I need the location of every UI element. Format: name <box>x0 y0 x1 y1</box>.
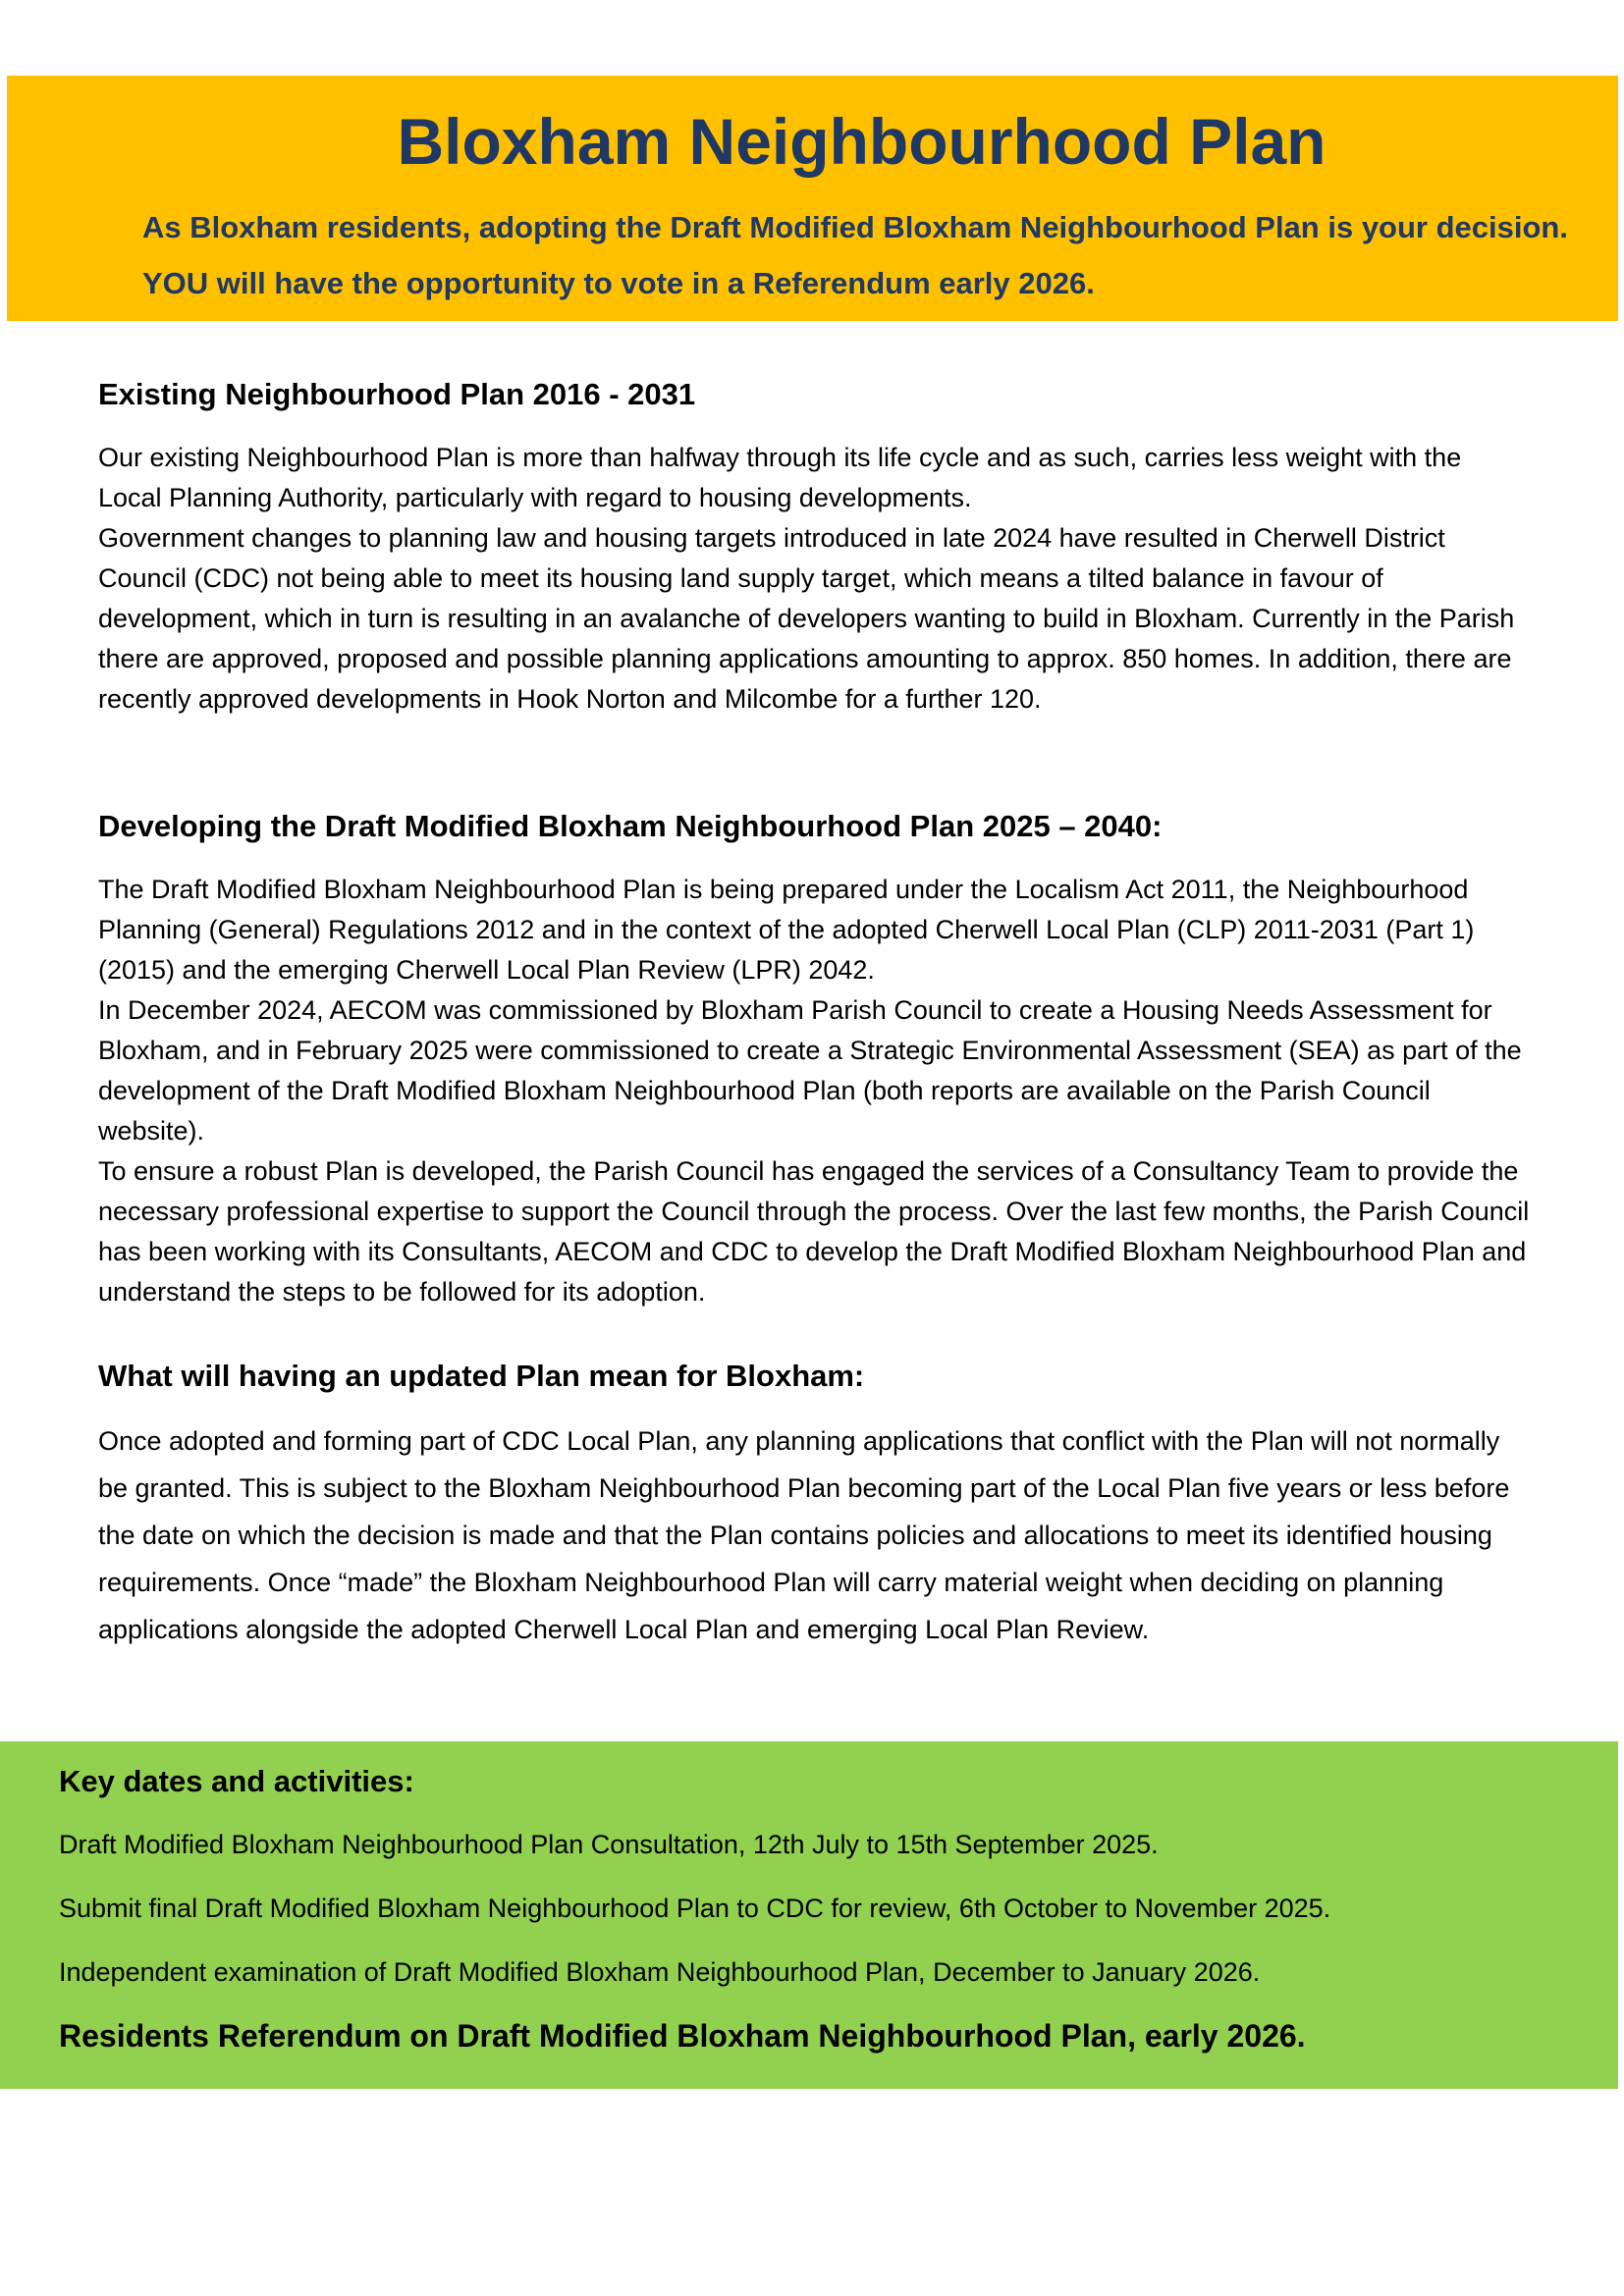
referendum-statement: Residents Referendum on Draft Modified Bloxham Neighbourhood Plan, early 2026. <box>59 2018 1306 2055</box>
key-dates-box <box>0 1741 1618 2089</box>
updated-plan-heading: What will having an updated Plan mean for Bloxham: <box>98 1359 865 1393</box>
developing-plan-section <box>98 808 1532 1312</box>
updated-plan-section <box>98 1358 1532 1653</box>
developing-plan-paragraph-1: The Draft Modified Bloxham Neighbourhood Plan is being prepared under the Localism Act 2011, the Neighbourhood Planning (General) Regulations 2012 and in the context of the adopted Cherwell Local Plan (CLP) 2011-2031 (Part 1) (2015) and the emerging Cherwell Local Plan Review (LPR) 2042. <box>98 875 1475 986</box>
key-date-item: Draft Modified Bloxham Neighbourhood Plan Consultation, 12th July to 15th September 2025. <box>59 1830 1159 1860</box>
existing-plan-section <box>98 376 1532 720</box>
page-title: Bloxham Neighbourhood Plan <box>397 105 1326 178</box>
updated-plan-paragraph: Once adopted and forming part of CDC Local Plan, any planning applications that conflict with the Plan will not normally be granted. This is subject to the Bloxham Neighbourhood Plan becoming part of the Local Plan five years or less before the date on which the decision is made and that the Plan contains policies and allocations to meet its identified housing requirements. Once “made” the Bloxham Neighbourhood Plan will carry material weight when deciding on planning applications alongside the adopted Cherwell Local Plan and emerging Local Plan Review. <box>98 1426 1510 1645</box>
developing-plan-heading: Developing the Draft Modified Bloxham Neighbourhood Plan 2025 – 2040: <box>98 809 1163 843</box>
existing-plan-paragraph-2: Government changes to planning law and housing targets introduced in late 2024 have resulted in Cherwell District Council (CDC) not being able to meet its housing land supply target, which means a tilted balance in favour of development, which in turn is resulting in an avalanche of developers wanting to build in Bloxham. Currently in the Parish there are approved, proposed and possible planning applications amounting to approx. 850 homes. In addition, there are recently approved developments in Hook Norton and Milcombe for a further 120. <box>98 523 1515 715</box>
key-dates-heading: Key dates and activities: <box>59 1764 414 1798</box>
existing-plan-heading: Existing Neighbourhood Plan 2016 - 2031 <box>98 377 696 411</box>
key-date-item: Submit final Draft Modified Bloxham Neighbourhood Plan to CDC for review, 6th October to November 2025. <box>59 1894 1331 1924</box>
banner-subtitle: As Bloxham residents, adopting the Draft Modified Bloxham Neighbourhood Plan is your decision. YOU will have the opportunity to vote in a Referendum early 2026. <box>142 210 1568 300</box>
key-date-item: Independent examination of Draft Modified Bloxham Neighbourhood Plan, December to January 2026. <box>59 1957 1261 1988</box>
existing-plan-paragraph-1: Our existing Neighbourhood Plan is more than halfway through its life cycle and as such, carries less weight with the Local Planning Authority, particularly with regard to housing developments. <box>98 443 1462 513</box>
header-banner <box>7 76 1618 321</box>
developing-plan-paragraph-2: In December 2024, AECOM was commissioned by Bloxham Parish Council to create a Housing Needs Assessment for Bloxham, and in February 2025 were commissioned to create a Strategic Environmental Assessment (SEA) as part of the development of the Draft Modified Bloxham Neighbourhood Plan (both reports are available on the Parish Council website). <box>98 995 1522 1147</box>
developing-plan-paragraph-3: To ensure a robust Plan is developed, the Parish Council has engaged the services of a Consultancy Team to provide the necessary professional expertise to support the Council through the process. Over the last few months, the Parish Council has been working with its Consultants, AECOM and CDC to develop the Draft Modified Bloxham Neighbourhood Plan and understand the steps to be followed for its adoption. <box>98 1156 1530 1308</box>
